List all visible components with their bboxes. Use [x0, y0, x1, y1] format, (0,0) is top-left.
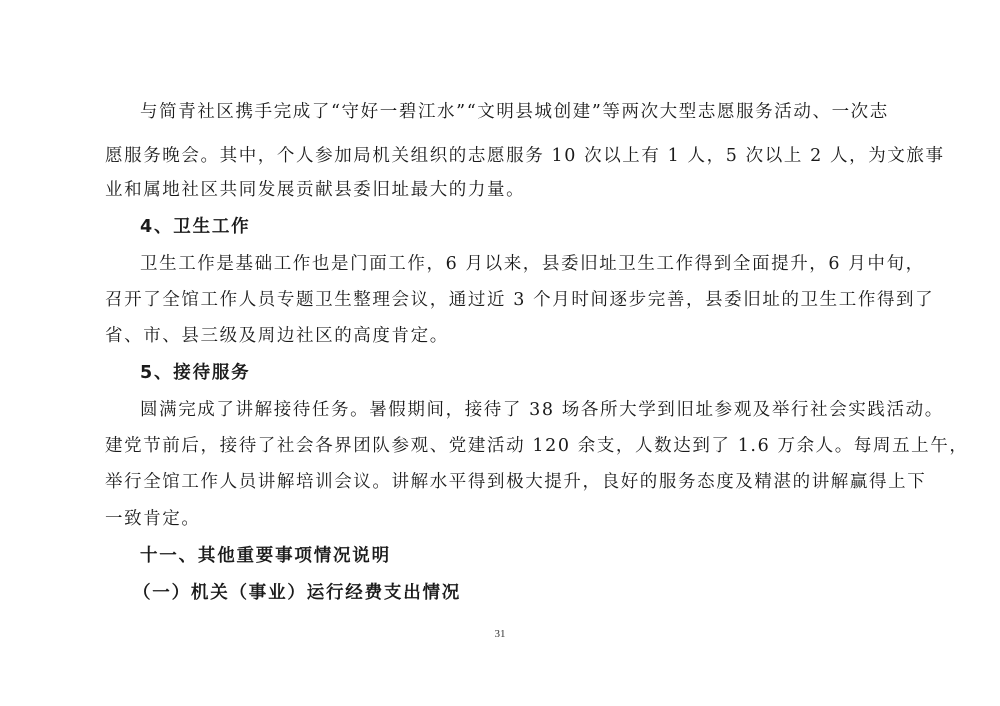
page-number: 31	[494, 628, 506, 640]
paragraph-reception-line-1: 圆满完成了讲解接待任务。暑假期间，接待了 38 场各所大学到旧址参观及举行社会实践活动。	[140, 400, 944, 420]
paragraph-volunteer-line-1: 与简青社区携手完成了“守好一碧江水”“文明县城创建”等两次大型志愿服务活动、一次志	[140, 102, 889, 122]
paragraph-sanitation-line-1: 卫生工作是基础工作也是门面工作，6 月以来，县委旧址卫生工作得到全面提升，6 月中旬，	[140, 254, 925, 274]
section-heading-sanitation: 4、卫生工作	[140, 217, 251, 237]
subsection-heading-operating-expenses: （一）机关（事业）运行经费支出情况	[133, 583, 462, 603]
paragraph-reception-line-3: 举行全馆工作人员讲解培训会议。讲解水平得到极大提升，良好的服务态度及精湛的讲解赢得上下	[105, 472, 927, 492]
paragraph-volunteer-line-3: 业和属地社区共同发展贡献县委旧址最大的力量。	[105, 180, 526, 200]
paragraph-sanitation-line-2: 召开了全馆工作人员专题卫生整理会议，通过近 3 个月时间逐步完善，县委旧址的卫生工作得到了	[105, 290, 935, 310]
paragraph-reception-line-4: 一致肯定。	[105, 509, 201, 529]
paragraph-volunteer-line-2: 愿服务晚会。其中，个人参加局机关组织的志愿服务 10 次以上有 1 人，5 次以上 2 人，为文旅事	[105, 146, 945, 166]
section-heading-reception: 5、接待服务	[140, 363, 251, 383]
section-heading-other-matters: 十一、其他重要事项情况说明	[140, 546, 391, 566]
paragraph-sanitation-line-3: 省、市、县三级及周边社区的高度肯定。	[105, 326, 449, 346]
paragraph-reception-line-2: 建党节前后，接待了社会各界团队参观、党建活动 120 余支，人数达到了 1.6 万余人。每周五上午，	[105, 436, 969, 456]
